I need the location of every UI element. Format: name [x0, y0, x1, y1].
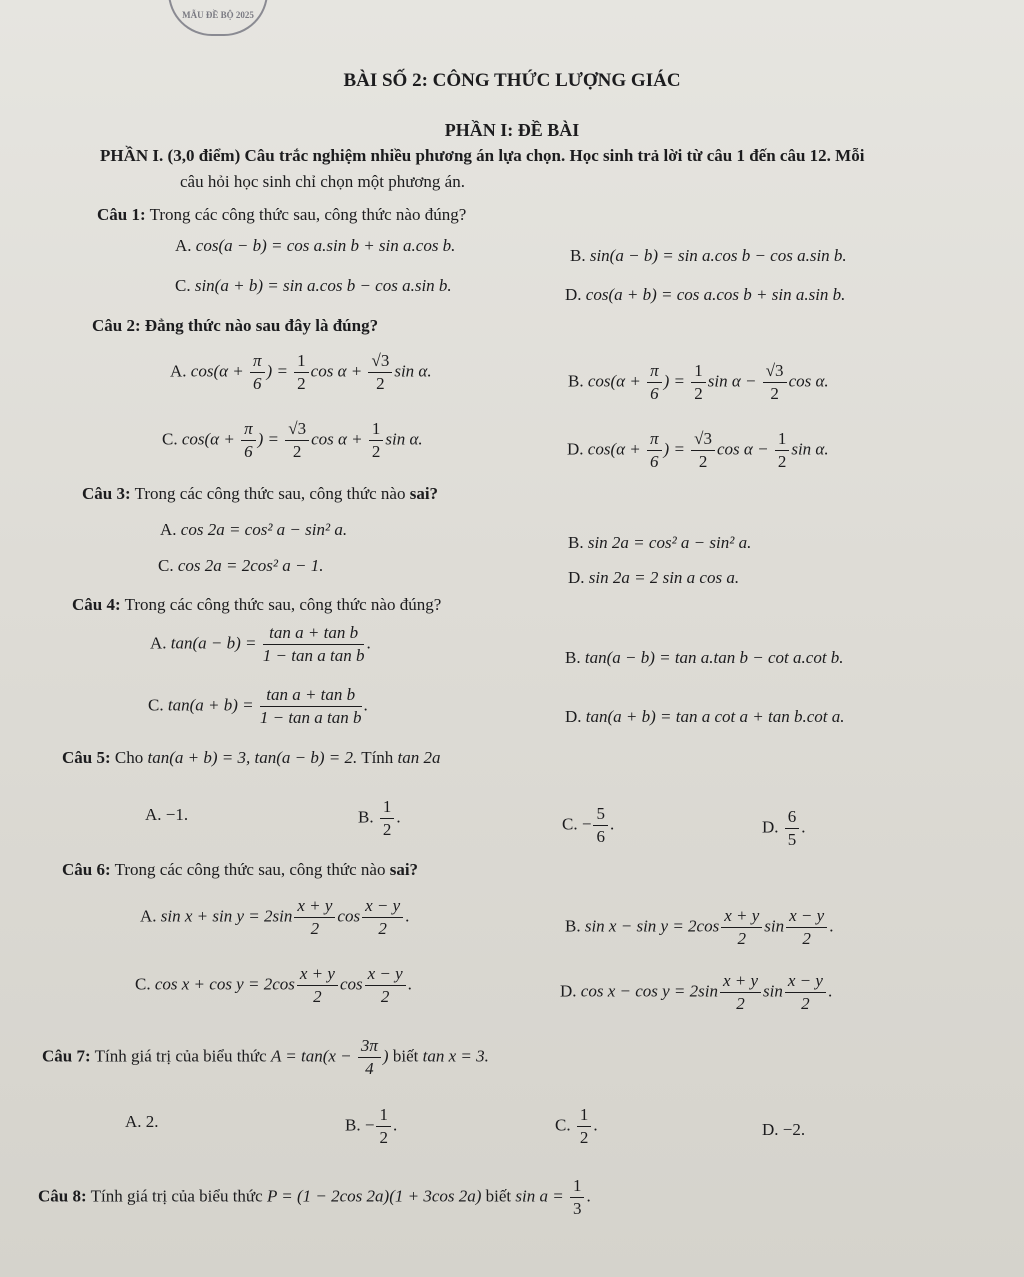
- q6-option-c-key: C.: [135, 974, 151, 994]
- question-8: [38, 1175, 591, 1220]
- q4-option-a[interactable]: [150, 622, 371, 667]
- q2-d-term-1: cos α −: [717, 439, 773, 459]
- q1-option-b[interactable]: [570, 246, 847, 266]
- q5-label: Câu 5:: [62, 748, 111, 767]
- q8-text: Tính giá trị của biểu thức: [90, 1186, 263, 1206]
- q6-text: Trong các công thức sau, công thức nào: [114, 860, 386, 879]
- q2-d-pi-frac: $\frac{\pi}{6}$: [647, 428, 662, 473]
- q5-text: Cho: [114, 748, 144, 767]
- q6-d-frac-1: $\frac{x + y}{2}$: [720, 970, 761, 1015]
- q7-option-a-text: 2.: [145, 1112, 159, 1131]
- q4-option-b-text: tan(a − b) = tan a.tan b − cot a.cot b.: [584, 648, 844, 667]
- q2-a-coef-2: $\frac{√3}{2}$: [368, 350, 392, 395]
- page-title: BÀI SỐ 2: CÔNG THỨC LƯỢNG GIÁC: [343, 70, 681, 91]
- q7-option-d[interactable]: [762, 1120, 805, 1140]
- q3-option-d[interactable]: [568, 568, 739, 588]
- q2-a-term-1: cos α +: [310, 361, 367, 381]
- q2-c-term-2: sin α.: [385, 429, 423, 449]
- q7-cond-math: tan x = 3.: [422, 1046, 489, 1066]
- q7-expr-rhs: ): [382, 1046, 389, 1066]
- q3-option-b-text: sin 2a = cos² a − sin² a.: [587, 533, 752, 552]
- q1-option-b-text: sin(a − b) = sin a.cos b − cos a.sin b.: [589, 246, 847, 265]
- q2-option-d-key: D.: [567, 439, 584, 459]
- q2-b-term-2: cos α.: [788, 371, 829, 391]
- q2-text: Đẳng thức nào sau đây là đúng?: [144, 316, 379, 335]
- q5-option-c-key: C.: [562, 814, 578, 834]
- q6-label: Câu 6:: [62, 860, 111, 879]
- q5-option-c[interactable]: C. − $\frac{5}{6}$ .: [562, 804, 615, 846]
- q3-option-b-key: B.: [568, 533, 584, 552]
- q5-ask: Tính: [361, 748, 394, 767]
- q7-expr-frac: $\frac{3\pi}{4}$: [358, 1035, 381, 1080]
- q3-emphasis: sai?: [409, 484, 439, 503]
- q2-c-pi-frac: $\frac{\pi}{6}$: [241, 418, 256, 463]
- question-1: [97, 205, 466, 225]
- q7-label: Câu 7:: [42, 1046, 91, 1066]
- q6-a-frac-2: $\frac{x - y}{2}$: [362, 895, 403, 940]
- q7-option-d-text: −2.: [782, 1120, 806, 1139]
- instruction-line-1: [100, 146, 864, 166]
- q1-option-c-text: sin(a + b) = sin a.cos b − cos a.sin b.: [194, 276, 452, 295]
- q8-cond-math: sin a =: [515, 1186, 568, 1206]
- q2-b-term-1: sin α −: [707, 371, 761, 391]
- q1-option-d[interactable]: [565, 285, 845, 305]
- q5-given: tan(a + b) = 3, tan(a − b) = 2.: [147, 748, 358, 767]
- q4-label: Câu 4:: [72, 595, 121, 614]
- q3-label: Câu 3:: [82, 484, 131, 503]
- q1-option-c[interactable]: [175, 276, 452, 296]
- q1-label: Câu 1:: [97, 205, 146, 224]
- q2-label: Câu 2:: [92, 316, 141, 335]
- q2-d-term-2: sin α.: [791, 439, 829, 459]
- q5-b-frac: $\frac{1}{2}$: [380, 796, 395, 841]
- q7-option-d-key: D.: [762, 1120, 779, 1139]
- q6-c-frac-1: $\frac{x + y}{2}$: [297, 963, 338, 1008]
- q5-option-a-key: A.: [145, 805, 162, 824]
- q2-c-lhs: cos(α +: [181, 429, 240, 449]
- q8-expr: P = (1 − 2cos 2a)(1 + 3cos 2a): [266, 1186, 482, 1206]
- q1-option-b-key: B.: [570, 246, 586, 265]
- q3-option-c[interactable]: [158, 556, 323, 576]
- q2-b-coef-1: $\frac{1}{2}$: [691, 360, 706, 405]
- q6-option-d-key: D.: [560, 981, 577, 1001]
- q4-option-c[interactable]: [148, 684, 368, 729]
- q6-option-b[interactable]: B. sin x − sin y = 2cos $\frac{x + y}{2}$ sin $\frac{x - y}{2}$ .: [565, 906, 834, 948]
- q3-option-a-key: A.: [160, 520, 177, 539]
- q5-option-a[interactable]: [145, 805, 188, 825]
- q7-c-frac: $\frac{1}{2}$: [577, 1104, 592, 1149]
- q3-option-b[interactable]: [568, 533, 751, 553]
- q6-option-a[interactable]: A. sin x + sin y = 2sin $\frac{x + y}{2}$ cos $\frac{x - y}{2}$ .: [140, 896, 410, 938]
- q4-option-b[interactable]: [565, 648, 844, 668]
- question-6: [62, 860, 418, 880]
- q2-b-lhs: cos(α +: [587, 371, 646, 391]
- q4-a-tail: .: [366, 633, 371, 653]
- q6-b-frac-2: $\frac{x - y}{2}$: [786, 905, 827, 950]
- q4-a-frac: $\frac{\text{tan a + tan b}}{\text{1 − tan a tan b}}$: [262, 623, 365, 665]
- q4-option-d-text: tan(a + b) = tan a cot a + tan b.cot a.: [585, 707, 845, 726]
- q6-d-frac-2: $\frac{x - y}{2}$: [785, 970, 826, 1015]
- q7-option-c[interactable]: C. $\frac{1}{2}$ .: [555, 1105, 598, 1147]
- q2-option-c-key: C.: [162, 429, 178, 449]
- instruction-lead: PHẦN I. (3,0 điểm): [100, 146, 241, 165]
- q6-c-frac-2: $\frac{x - y}{2}$: [365, 963, 406, 1008]
- question-3: [82, 484, 438, 504]
- q2-option-b-key: B.: [568, 371, 584, 391]
- q1-option-d-text: cos(a + b) = cos a.cos b + sin a.sin b.: [585, 285, 846, 304]
- q2-a-eq: ) =: [266, 361, 293, 381]
- q5-option-b[interactable]: B. $\frac{1}{2}$ .: [358, 797, 401, 839]
- q7-option-a-key: A.: [125, 1112, 142, 1131]
- question-4: [72, 595, 441, 615]
- q7-expr-lhs: A = tan(x −: [270, 1046, 356, 1066]
- q7-text: Tính giá trị của biểu thức: [94, 1046, 267, 1066]
- q7-b-frac: $\frac{1}{2}$: [376, 1104, 391, 1149]
- q5-ask-math: tan 2a: [397, 748, 441, 767]
- q2-b-coef-2: $\frac{√3}{2}$: [763, 360, 787, 405]
- q7-option-c-key: C.: [555, 1115, 571, 1135]
- q3-text: Trong các công thức sau, công thức nào: [134, 484, 406, 503]
- q2-c-coef-2: $\frac{1}{2}$: [369, 418, 384, 463]
- q7-cond: biết: [392, 1046, 419, 1066]
- q2-c-term-1: cos α +: [311, 429, 367, 449]
- q8-cond: biết: [485, 1186, 512, 1206]
- question-2: [92, 316, 378, 336]
- q3-option-a-text: cos 2a = cos² a − sin² a.: [180, 520, 348, 539]
- q2-option-d[interactable]: [567, 428, 829, 473]
- q7-option-b[interactable]: B. − $\frac{1}{2}$ .: [345, 1105, 398, 1147]
- q4-option-d[interactable]: [565, 707, 844, 727]
- q2-c-eq: ) =: [257, 429, 284, 449]
- q1-option-a[interactable]: [175, 236, 455, 256]
- q2-d-lhs: cos(α +: [587, 439, 645, 459]
- instruction-line-2: câu hỏi học sinh chỉ chọn một phương án.: [180, 172, 465, 191]
- q2-c-coef-1: $\frac{√3}{2}$: [285, 418, 309, 463]
- q4-c-lhs: tan(a + b) =: [167, 695, 258, 715]
- q6-option-b-key: B.: [565, 916, 581, 936]
- q5-option-a-text: −1.: [165, 805, 189, 824]
- q2-d-coef-1: $\frac{√3}{2}$: [691, 428, 715, 473]
- q2-b-eq: ) =: [663, 371, 690, 391]
- q8-tail: .: [586, 1186, 591, 1206]
- q2-option-c[interactable]: [162, 418, 423, 463]
- q4-a-lhs: tan(a − b) =: [170, 633, 261, 653]
- q6-option-d[interactable]: D. cos x − cos y = 2sin $\frac{x + y}{2}$ sin $\frac{x - y}{2}$ .: [560, 971, 833, 1013]
- q4-text: Trong các công thức sau, công thức nào đúng?: [124, 595, 442, 614]
- q1-option-a-text: cos(a − b) = cos a.sin b + sin a.cos b.: [195, 236, 456, 255]
- q2-a-coef-1: $\frac{1}{2}$: [294, 350, 309, 395]
- q4-c-tail: .: [363, 695, 368, 715]
- q6-option-a-key: A.: [140, 906, 157, 926]
- q2-b-pi-frac: $\frac{\pi}{6}$: [647, 360, 662, 405]
- q6-b-frac-1: $\frac{x + y}{2}$: [721, 905, 762, 950]
- question-5: [62, 748, 441, 768]
- q2-a-lhs: cos(α +: [190, 361, 248, 381]
- q2-option-a-key: A.: [170, 361, 187, 381]
- q1-option-c-key: C.: [175, 276, 191, 295]
- q8-label: Câu 8:: [38, 1186, 87, 1206]
- q4-option-d-key: D.: [565, 707, 582, 726]
- q2-option-b[interactable]: [568, 360, 829, 405]
- q4-c-frac: $\frac{\text{tan a + tan b}}{\text{1 − tan a tan b}}$: [259, 685, 362, 727]
- question-7: [42, 1035, 489, 1080]
- q5-option-d-key: D.: [762, 817, 779, 837]
- q1-option-a-key: A.: [175, 236, 192, 255]
- q3-option-d-key: D.: [568, 568, 585, 587]
- q6-option-c[interactable]: C. cos x + cos y = 2cos $\frac{x + y}{2}$ cos $\frac{x - y}{2}$ .: [135, 964, 412, 1006]
- q5-option-d[interactable]: D. $\frac{6}{5}$ .: [762, 807, 806, 849]
- q2-a-term-2: sin α.: [394, 361, 432, 381]
- q5-c-frac: $\frac{5}{6}$: [593, 803, 608, 848]
- section-heading: PHẦN I: ĐỀ BÀI: [444, 120, 580, 140]
- q1-text: Trong các công thức sau, công thức nào đúng?: [149, 205, 467, 224]
- q2-d-coef-2: $\frac{1}{2}$: [775, 428, 790, 473]
- q3-option-d-text: sin 2a = 2 sin a cos a.: [588, 568, 740, 587]
- school-stamp: MẪU ĐỀ BỘ 2025: [168, 0, 268, 36]
- q4-option-a-key: A.: [150, 633, 167, 653]
- q3-option-c-key: C.: [158, 556, 174, 575]
- q6-emphasis: sai?: [389, 860, 419, 879]
- q3-option-c-text: cos 2a = 2cos² a − 1.: [177, 556, 324, 575]
- q5-d-frac: $\frac{6}{5}$: [785, 806, 800, 851]
- q3-option-a[interactable]: [160, 520, 347, 540]
- instruction-text: Câu trắc nghiệm nhiều phương án lựa chọn. Học sinh trả lời từ câu 1 đến câu 12. Mỗi: [244, 146, 865, 165]
- q5-option-b-key: B.: [358, 807, 374, 827]
- q2-option-a[interactable]: [170, 350, 432, 395]
- q7-option-b-key: B.: [345, 1115, 361, 1135]
- q6-a-frac-1: $\frac{x + y}{2}$: [294, 895, 335, 940]
- q2-d-eq: ) =: [663, 439, 690, 459]
- q4-option-b-key: B.: [565, 648, 581, 667]
- q1-option-d-key: D.: [565, 285, 582, 304]
- q2-a-pi-frac: $\frac{\pi}{6}$: [250, 350, 265, 395]
- q4-option-c-key: C.: [148, 695, 164, 715]
- q8-cond-frac: $\frac{1}{3}$: [570, 1175, 585, 1220]
- q7-option-a[interactable]: [125, 1112, 159, 1132]
